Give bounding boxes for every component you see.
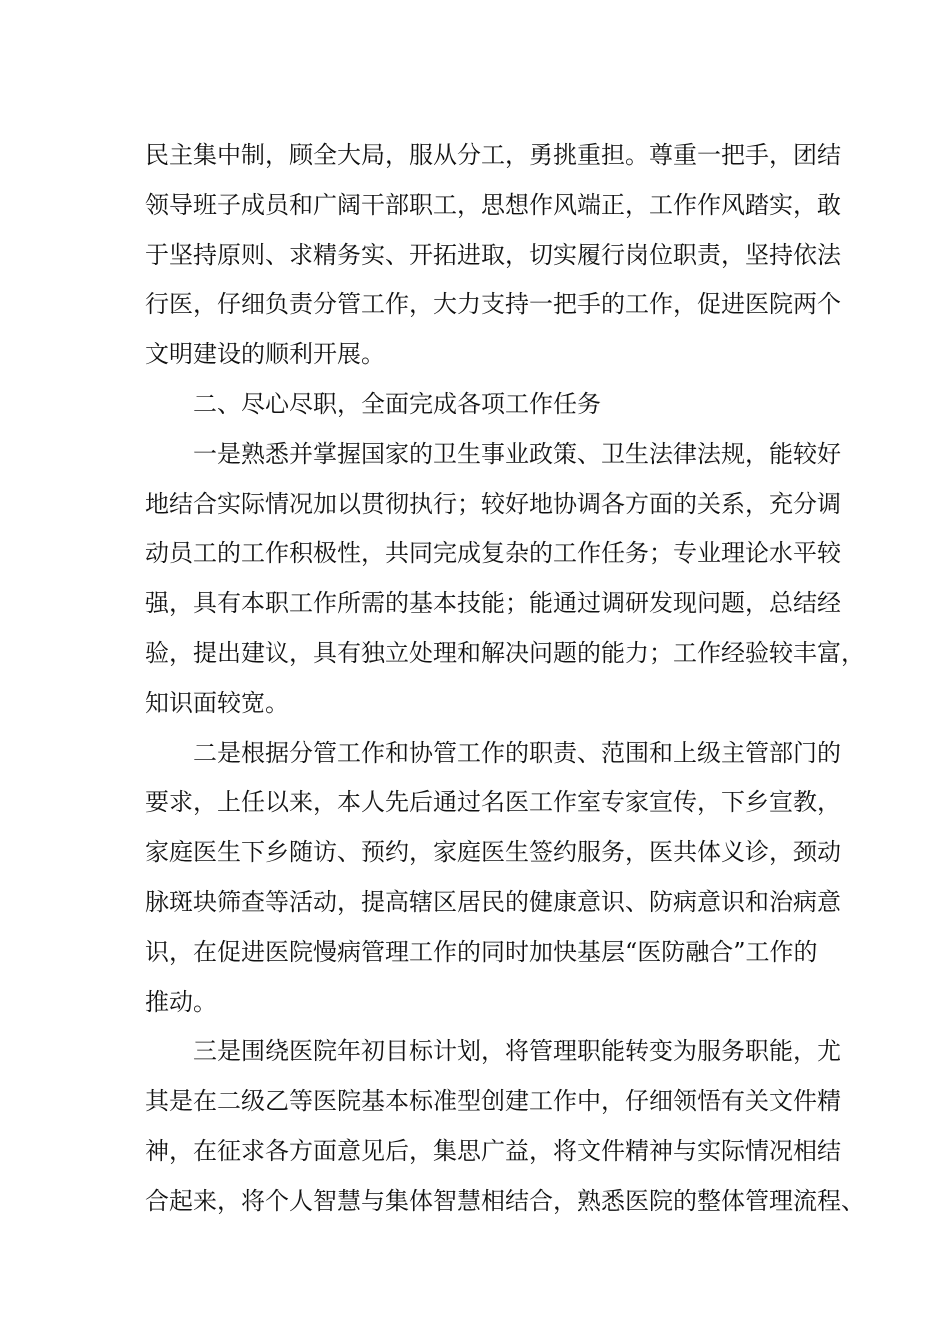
- text-line: 行医，仔细负责分管工作，大力支持一把手的工作，促进医院两个: [145, 290, 841, 319]
- text-line: 验，提出建议，具有独立处理和解决问题的能力；工作经验较丰富，: [145, 638, 865, 667]
- text-line: 合起来，将个人智慧与集体智慧相结合，熟悉医院的整体管理流程、: [145, 1186, 865, 1215]
- text-line: 推动。: [145, 987, 217, 1016]
- text-line: 领导班子成员和广阔干部职工，思想作风端正，工作作风踏实，敢: [145, 190, 841, 219]
- text-line: 于坚持原则、求精务实、开拓进取，切实履行岗位职责，坚持依法: [145, 240, 841, 269]
- text-line: 要求，上任以来，本人先后通过名医工作室专家宣传，下乡宣教，: [145, 788, 841, 817]
- text-line: 其是在二级乙等医院基本标准型创建工作中，仔细领悟有关文件精: [145, 1087, 841, 1116]
- text-line: 二是根据分管工作和协管工作的职责、范围和上级主管部门的: [145, 738, 841, 767]
- text-line: 三是围绕医院年初目标计划，将管理职能转变为服务职能，尤: [145, 1037, 841, 1066]
- text-line: 地结合实际情况加以贯彻执行；较好地协调各方面的关系，充分调: [145, 489, 841, 518]
- text-line: 脉斑块筛查等活动，提高辖区居民的健康意识、防病意识和治病意: [145, 887, 841, 916]
- section-heading: 二、尽心尽职，全面完成各项工作任务: [145, 389, 601, 418]
- text-line: 家庭医生下乡随访、预约，家庭医生签约服务，医共体义诊，颈动: [145, 838, 841, 867]
- text-line: 识，在促进医院慢病管理工作的同时加快基层“医防融合”工作的: [145, 937, 818, 966]
- document-body: [145, 131, 865, 1227]
- text-line: 一是熟悉并掌握国家的卫生事业政策、卫生法律法规，能较好: [145, 439, 841, 468]
- text-line: 强，具有本职工作所需的基本技能；能通过调研发现问题，总结经: [145, 589, 841, 618]
- text-line: 文明建设的顺利开展。: [145, 340, 385, 369]
- text-line: 民主集中制，顾全大局，服从分工，勇挑重担。尊重一把手，团结: [145, 141, 841, 169]
- text-line: 动员工的工作积极性，共同完成复杂的工作任务；专业理论水平较: [145, 539, 841, 568]
- text-line: 神，在征求各方面意见后，集思广益，将文件精神与实际情况相结: [145, 1136, 841, 1165]
- text-line: 知识面较宽。: [145, 688, 289, 717]
